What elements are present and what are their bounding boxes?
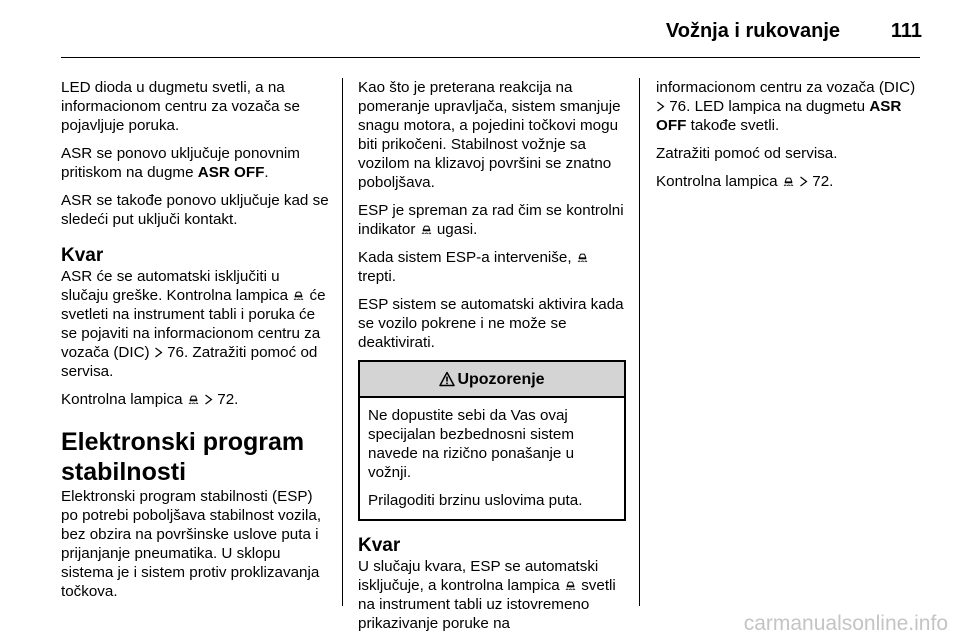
text: ugasi. [432,221,478,238]
paragraph: LED dioda u dugmetu svetli, a na informacionom centru za vozača se pojavljuje poruka. [61,79,300,134]
text: 72. [217,391,239,408]
paragraph: ESP sistem se automatski aktivira kada se vozilo pokrene i ne može se deaktivirati. [358,296,624,351]
page-reference-arrow-icon [656,101,665,112]
section-heading-esp: Elektronski program stabilnosti [61,428,305,486]
page-reference-arrow-icon [204,394,213,405]
esp-lamp-icon [292,288,305,301]
text: 76. Zatražiti pomoć od servisa. [61,344,318,380]
paragraph [61,144,329,182]
paragraph [358,201,626,239]
paragraph: Prilagoditi brzinu uslovima puta. [368,492,583,509]
page-reference-arrow-icon [154,347,163,358]
esp-lamp-icon [576,250,589,263]
text: će svetleti na instrument tabli i poruka će se pojaviti na informacionom centru za vozača (DIC) [61,287,326,361]
text: U slučaju kvara, ESP se automatski isključuje, a kontrolna lampica [358,558,599,594]
text: Kontrolna lampica [656,173,782,190]
warning-triangle-icon [439,371,455,387]
warning-body [360,398,624,510]
text: svetli na instrument tabli uz istovremeno prikazivanje poruke na [358,577,616,632]
text: ASR će se automatski isključiti u slučaju greške. Kontrolna lampica [61,268,293,304]
esp-lamp-icon [782,174,795,187]
text: trepti. [358,268,396,285]
text: takođe svetli. [686,117,780,134]
page-number: 111 [890,20,922,42]
paragraph [358,248,626,286]
asr-off-label: ASR OFF [197,164,265,181]
paragraph: Zatražiti pomoć od servisa. [656,145,838,162]
warning-box [358,360,626,521]
column-2 [358,78,626,633]
paragraph [61,390,329,409]
paragraph: Kao što je preterana reakcija na pomeranje upravljača, sistem smanjuje snagu motora, a pojedini točkovi mogu biti prikočeni. Stabilnost vožnje sa vozilom na klizavoj površini se znatno poboljšava. [358,79,621,191]
watermark: carmanualsonline.info [743,612,948,635]
text: 76. LED lampica na dugmetu [669,98,870,115]
text: 72. [812,173,834,190]
warning-title: Upozorenje [457,370,545,388]
column-divider [342,78,343,606]
paragraph [61,267,329,381]
column-1 [61,78,329,601]
column-3 [656,78,920,200]
esp-lamp-icon [187,392,200,405]
page-reference-arrow-icon [799,176,808,187]
text: Kontrolna lampica [61,391,187,408]
text: ASR se ponovo uključuje ponovnim pritiskom na dugme [61,145,300,181]
warning-header [360,362,624,398]
text: Kada sistem ESP-a interveniše, [358,249,576,266]
section-heading-kvar: Kvar [61,245,104,266]
page-header-title: Vožnja i rukovanje [665,20,840,42]
asr-off-label: ASR OFF [656,98,902,134]
esp-lamp-icon [420,222,433,235]
text: informacionom centru za vozača (DIC) [656,79,916,96]
paragraph [656,172,920,191]
text: ESP je spreman za rad čim se kontrolni indikator [358,202,624,238]
column-divider [639,78,640,606]
esp-lamp-icon [564,578,577,591]
header-rule [61,57,920,58]
paragraph: Ne dopustite sebi da Vas ovaj specijalan bezbednosni sistem navede na rizično ponašanje u vožnji. [368,407,575,481]
text: . [264,164,269,181]
section-heading-kvar: Kvar [358,535,401,556]
paragraph [358,557,626,633]
paragraph [656,78,920,135]
paragraph: Elektronski program stabilnosti (ESP) po potrebi poboljšava stabilnost vozila, bez obzira na površinske uslove puta i prijanjanje pneumatika. U sklopu sistema je i sistem protiv proklizavanja točkova. [61,488,322,600]
paragraph: ASR se takođe ponovo uključuje kad se sledeći put uključi kontakt. [61,192,329,228]
